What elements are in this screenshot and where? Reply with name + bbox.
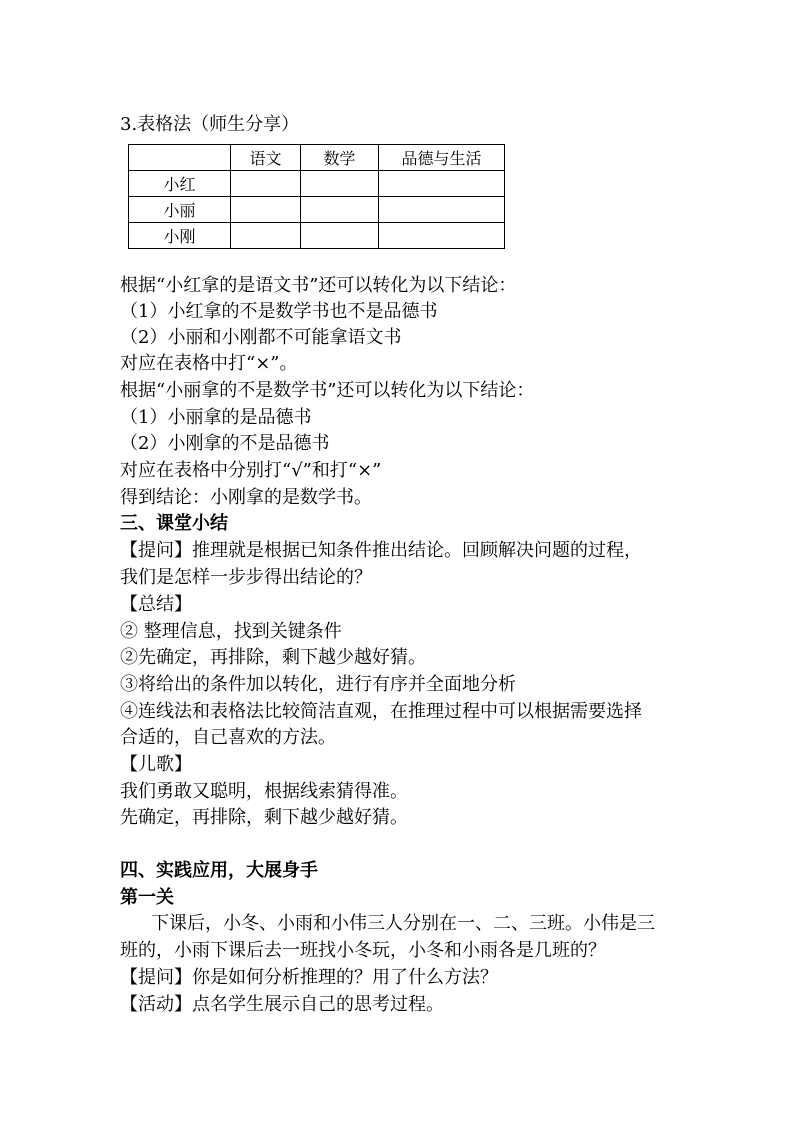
- reasoning-line: 根据“小红拿的是语文书”还可以转化为以下结论：: [120, 275, 517, 296]
- reasoning-line: （2）小刚拿的不是品德书: [120, 433, 330, 454]
- reasoning-line: （1）小红拿的不是数学书也不是品德书: [120, 301, 438, 322]
- table-cell: [231, 197, 301, 223]
- practice-section-title: 四、实践应用，大展身手: [120, 860, 318, 881]
- summary-line: ③将给出的条件加以转化，进行有序并全面地分析: [120, 674, 516, 695]
- table-method-heading: 3.表格法（师生分享）: [120, 114, 300, 135]
- table-cell: [379, 223, 505, 249]
- summary-line: 我们勇敢又聪明，根据线索猜得准。: [120, 781, 408, 802]
- table-header-row: [129, 145, 505, 171]
- summary-line: ②先确定，再排除，剩下越少越好猜。: [120, 647, 426, 668]
- table-row-name: 小红: [129, 171, 231, 197]
- practice-line: 下课后，小冬、小雨和小伟三人分别在一、二、三班。小伟是三: [151, 913, 655, 934]
- practice-line: 班的，小雨下课后去一班找小冬玩，小冬和小雨各是几班的？: [120, 940, 606, 961]
- table-cell: [231, 223, 301, 249]
- reasoning-line: 根据“小丽拿的不是数学书”还可以转化为以下结论：: [120, 380, 535, 401]
- summary-line: 【儿歌】: [120, 754, 192, 775]
- table-row: [129, 223, 505, 249]
- table-row-name: 小刚: [129, 223, 231, 249]
- table-row: [129, 197, 505, 223]
- summary-line: 合适的，自己喜欢的方法。: [120, 727, 336, 748]
- table-header-cell: 语文: [231, 145, 301, 171]
- summary-section-title: 三、课堂小结: [120, 513, 228, 534]
- reasoning-line: 得到结论：小刚拿的是数学书。: [120, 487, 372, 508]
- table-header-cell: 数学: [301, 145, 379, 171]
- practice-subtitle: 第一关: [120, 887, 174, 908]
- summary-line: ② 整理信息，找到关键条件: [120, 621, 342, 642]
- summary-line: 我们是怎样一步步得出结论的？: [120, 567, 372, 588]
- table-cell: [301, 171, 379, 197]
- summary-line: ④连线法和表格法比较简洁直观，在推理过程中可以根据需要选择: [120, 701, 642, 722]
- summary-line: 【提问】推理就是根据已知条件推出结论。回顾解决问题的过程，: [120, 540, 642, 561]
- table-cell: [379, 171, 505, 197]
- reasoning-line: 对应在表格中分别打“√”和打“×”: [120, 460, 382, 481]
- subject-table: [128, 144, 505, 249]
- practice-line: 【活动】点名学生展示自己的思考过程。: [120, 994, 444, 1015]
- table-row: [129, 171, 505, 197]
- reasoning-line: （2）小丽和小刚都不可能拿语文书: [120, 327, 402, 348]
- practice-line: 【提问】你是如何分析推理的？用了什么方法？: [120, 967, 498, 988]
- table-cell: [301, 197, 379, 223]
- table-header-cell: 品德与生活: [379, 145, 505, 171]
- summary-line: 【总结】: [120, 594, 192, 615]
- table-cell: [231, 171, 301, 197]
- table-cell: [379, 197, 505, 223]
- table-cell: [301, 223, 379, 249]
- reasoning-line: 对应在表格中打“×”。: [120, 353, 298, 374]
- table-header-cell: [129, 145, 231, 171]
- reasoning-line: （1）小丽拿的是品德书: [120, 407, 312, 428]
- summary-line: 先确定，再排除，剩下越少越好猜。: [120, 807, 408, 828]
- table-row-name: 小丽: [129, 197, 231, 223]
